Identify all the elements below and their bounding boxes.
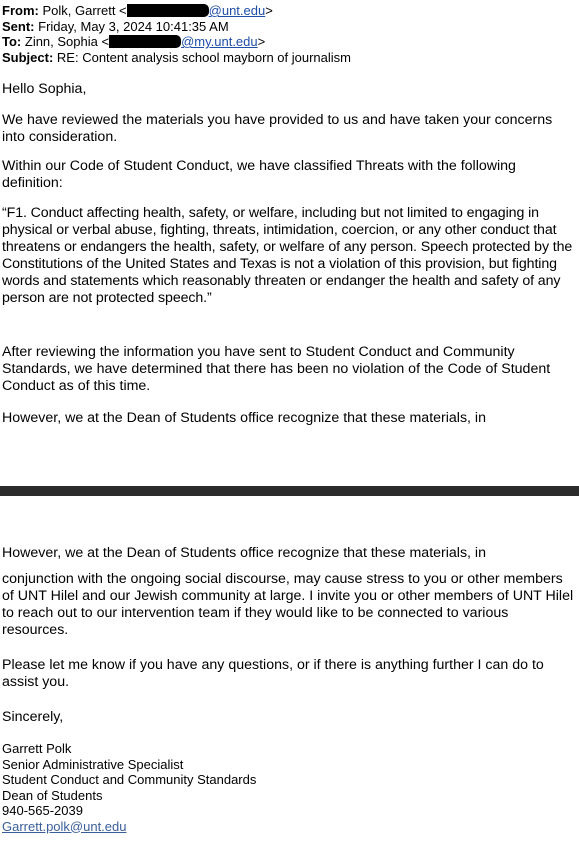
to-email-link[interactable]: @my.unt.edu	[181, 34, 258, 49]
from-close: >	[265, 3, 273, 18]
signature-block	[2, 741, 256, 834]
signature-email-link[interactable]: Garrett.polk@unt.edu	[2, 818, 127, 834]
from-label: From:	[2, 3, 39, 18]
to-label: To:	[2, 34, 22, 49]
redacted-block	[109, 35, 181, 48]
signature-name: Garrett Polk	[2, 741, 72, 756]
signature-office: Dean of Students	[2, 787, 103, 803]
signature-dept: Student Conduct and Community Standards	[2, 772, 257, 787]
signature-phone: 940-565-2039	[2, 803, 83, 818]
subject-row	[2, 50, 351, 66]
paragraph-1: We have reviewed the materials you have provided to us and have taken your concerns into consideration.	[2, 112, 553, 145]
closing: Sincerely,	[2, 709, 64, 725]
paragraph-5: conjunction with the ongoing social discourse, may cause stress to you or other members of UNT Hilel and our Jewish community at large. I invite you or other members of UNT Hilel to reach out to our intervention team if they would like to be connected to various resources.	[2, 571, 574, 638]
paragraph-4: After reviewing the information you have sent to Student Conduct and Community Standards, we have determined that there has been no violation of the Code of Student Conduct as of this time.	[2, 344, 551, 394]
page-divider	[0, 486, 579, 496]
email-bottom-panel	[0, 545, 579, 850]
paragraph-5-cut-bottom: However, we at the Dean of Students office recognize that these materials, in	[2, 545, 486, 561]
sent-row	[2, 19, 351, 35]
redacted-block	[127, 4, 209, 17]
sent-value: Friday, May 3, 2024 10:41:35 AM	[38, 18, 229, 34]
subject-label: Subject:	[2, 49, 54, 65]
to-name: Zinn, Sophia <	[24, 34, 110, 49]
from-email-link[interactable]: @unt.edu	[208, 3, 266, 18]
greeting: Hello Sophia,	[2, 81, 87, 97]
paragraph-6: Please let me know if you have any questions, or if there is anything further I can do to assist you.	[2, 657, 544, 690]
paragraph-3-quote: “F1. Conduct affecting health, safety, or welfare, including but not limited to engaging in physical or verbal abuse, fighting, threats, intimidation, coercion, or any other conduct that threatens or endangers the health, safety, or welfare of any person. Speech protected by the Constitutions of the United States and Texas is not a violation of this provision, but fighting words and statements which reasonably threaten or endanger the health and safety of any person are not protected speech.”	[2, 205, 573, 306]
signature-title: Senior Administrative Specialist	[2, 756, 184, 772]
paragraph-2: Within our Code of Student Conduct, we have classified Threats with the following definition:	[2, 158, 516, 191]
subject-value: RE: Content analysis school mayborn of journalism	[56, 49, 352, 65]
email-header	[2, 3, 351, 65]
from-row	[2, 3, 351, 19]
paragraph-5-cut-top: However, we at the Dean of Students office recognize that these materials, in	[2, 410, 486, 426]
to-row	[2, 34, 351, 50]
to-close: >	[257, 34, 266, 49]
sent-label: Sent:	[2, 18, 35, 34]
from-name: Polk, Garrett <	[42, 3, 127, 18]
